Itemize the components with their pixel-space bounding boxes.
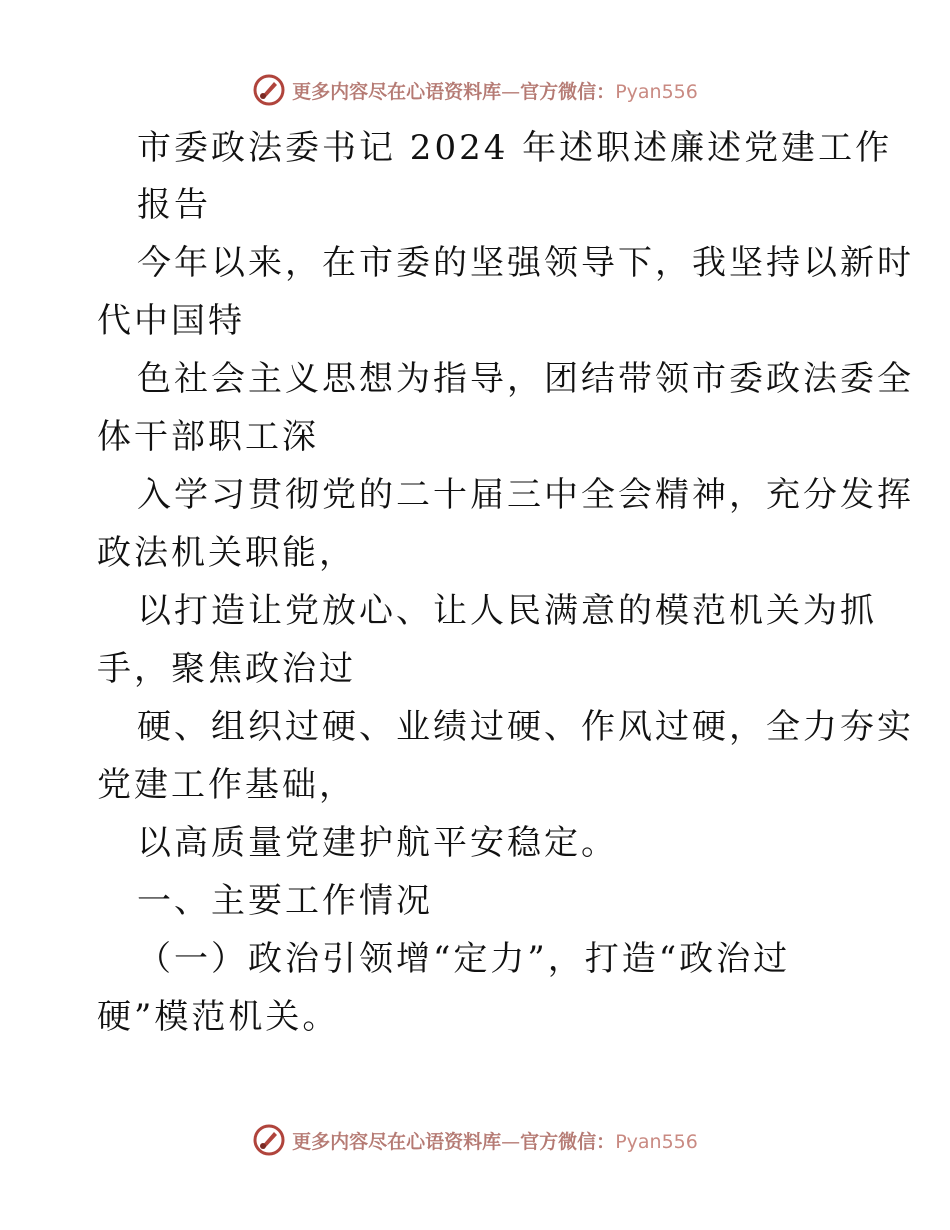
doc-paragraph-line: 政法机关职能，: [97, 533, 356, 573]
subsection-heading-line: （一）政治引领增“定力”，打造“政治过: [137, 939, 791, 979]
watermark-main-text: 更多内容尽在心语资料库: [292, 1130, 502, 1153]
doc-paragraph-line: 硬、组织过硬、业绩过硬、作风过硬，全力夯实: [137, 707, 914, 747]
doc-paragraph-line: 党建工作基础，: [97, 765, 356, 805]
brush-circle-logo-icon: [252, 1123, 286, 1157]
watermark-main-text: 更多内容尽在心语资料库: [292, 80, 502, 103]
watermark-dash: —: [501, 80, 521, 103]
doc-title-line-1: 市委政法委书记 2024 年述职述廉述党建工作: [137, 128, 893, 168]
footer-watermark: [0, 1120, 950, 1160]
watermark-wechat-label: 官方微信：: [520, 1130, 616, 1153]
brush-circle-logo-icon: [252, 73, 286, 107]
doc-paragraph-line: 以高质量党建护航平安稳定。: [137, 823, 618, 863]
watermark-handle: Pyan556: [615, 80, 698, 103]
section-heading: 一、主要工作情况: [137, 881, 433, 921]
doc-paragraph-line: 入学习贯彻党的二十届三中全会精神，充分发挥: [137, 475, 914, 515]
doc-paragraph-line: 今年以来，在市委的坚强领导下，我坚持以新时: [137, 243, 914, 283]
watermark-text: [292, 77, 698, 104]
subsection-heading-line: 硬”模范机关。: [97, 997, 340, 1037]
doc-paragraph-line: 体干部职工深: [97, 417, 319, 457]
doc-paragraph-line: 手，聚焦政治过: [97, 649, 356, 689]
watermark-handle: Pyan556: [615, 1130, 698, 1153]
watermark-dash: —: [501, 1130, 521, 1153]
watermark-text: [292, 1127, 698, 1154]
header-watermark: [0, 70, 950, 110]
doc-paragraph-line: 色社会主义思想为指导，团结带领市委政法委全: [137, 359, 914, 399]
doc-paragraph-line: 以打造让党放心、让人民满意的模范机关为抓: [137, 591, 877, 631]
doc-paragraph-line: 代中国特: [97, 301, 245, 341]
doc-title-line-2: 报告: [137, 185, 211, 225]
watermark-wechat-label: 官方微信：: [520, 80, 616, 103]
